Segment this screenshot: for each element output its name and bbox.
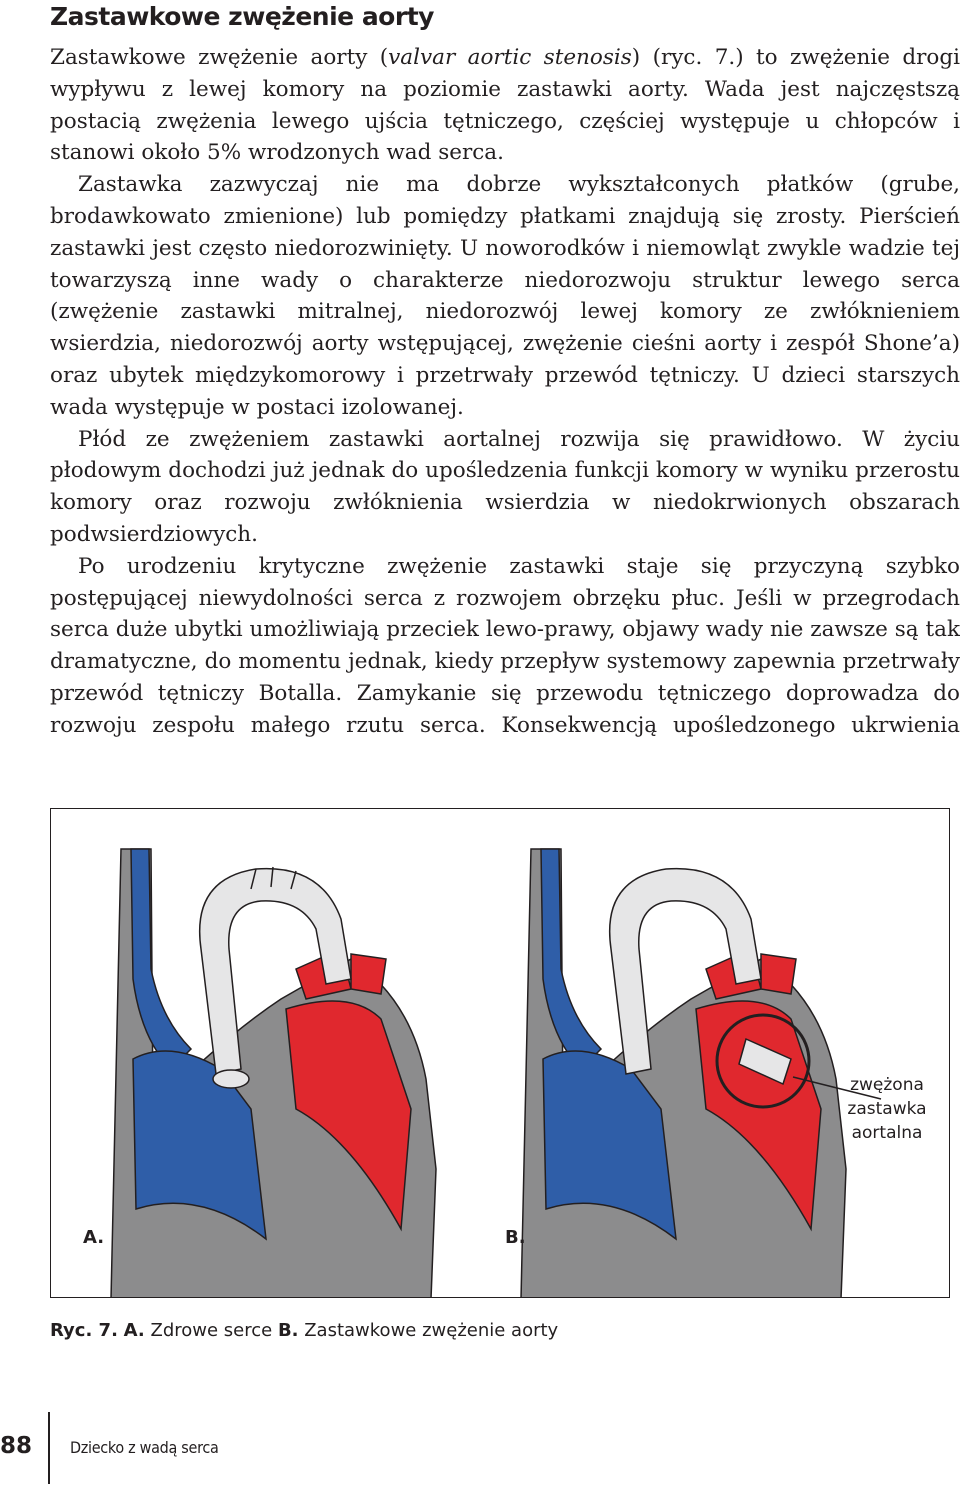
heart-b bbox=[521, 849, 881, 1298]
caption-b-text: Zastawkowe zwężenie aorty bbox=[298, 1320, 559, 1341]
annotation-line-3: aortalna bbox=[851, 1123, 923, 1143]
figure-caption bbox=[50, 1320, 558, 1341]
heart-a bbox=[111, 849, 436, 1298]
caption-b-label: B. bbox=[277, 1320, 299, 1341]
running-title: Dziecko z wadą serca bbox=[70, 1438, 219, 1457]
body-text bbox=[50, 42, 960, 742]
paragraph-1-part-a: Zastawkowe zwężenie aorty ( bbox=[50, 45, 389, 70]
latin-term: valvar aortic stenosis bbox=[388, 45, 632, 70]
footer-divider bbox=[48, 1412, 50, 1484]
paragraph-4: Po urodzeniu krytyczne zwężenie zastawki staje się przyczyną szybko postępującej niewydolności serca z rozwojem obrzęku płuc. Jeśli w przegrodach serca duże ubytki umożliwiają przeciek lewo-prawy, objawy wady nie zawsze są tak dramatyczne, do momentu jednak, kiedy przepływ systemowy zapewnia przetrwały przewód tętniczy Botalla. Zamykanie się przewodu tętniczego doprowadza do rozwoju zespołu małego rzutu serca. Konsekwencją upośledzonego ukrwienia bbox=[50, 553, 960, 738]
paragraph-3: Płód ze zwężeniem zastawki aortalnej rozwija się prawidłowo. W życiu płodowym dochodzi już jednak do upośledzenia funkcji komory w wyniku przerostu komory oraz rozwoju zwłóknienia wsierdzia w niedokrwionych obszarach podwsierdziowych. bbox=[50, 426, 960, 547]
section-heading: Zastawkowe zwężenie aorty bbox=[50, 2, 434, 31]
paragraph-1-part-b: ) (ryc. 7.) to zwężenie drogi wypływu z lewej komory na poziomie zastawki aorty. Wada jest najczęstszą postacią zwężenia lewego ujścia tętniczego, częściej występuje u chłopców i stanowi około 5% wrodzonych wad serca. bbox=[50, 45, 960, 166]
figure-heart-diagram bbox=[50, 808, 950, 1298]
annotation-narrowed-valve bbox=[837, 1073, 937, 1145]
annotation-line-1: zwężona bbox=[850, 1075, 924, 1095]
page-number: 88 bbox=[0, 1433, 33, 1459]
panel-label-b: B. bbox=[505, 1227, 526, 1248]
annotation-line-2: zastawka bbox=[847, 1099, 927, 1119]
caption-a-text: Zdrowe serce bbox=[144, 1320, 278, 1341]
paragraph-2: Zastawka zazwyczaj nie ma dobrze wykształconych płatków (grube, brodawkowato zmienione) lub pomiędzy płatkami znajdują się zrosty. Pierścień zastawki jest często niedorozwinięty. U noworodków i niemowląt zwykle wadzie tej towarzyszą inne wady o charakterze niedorozwoju struktur lewego serca (zwężenie zastawki mitralnej, niedorozwój lewej komory ze zwłóknieniem wsierdzia, niedorozwój aorty wstępującej, zwężenie cieśni aorty i zespół Shone’a) oraz ubytek międzykomorowy i przetrwały przewód tętniczy. U dzieci starszych wada występuje w postaci izolowanej. bbox=[50, 172, 960, 420]
caption-prefix: Ryc. 7. bbox=[50, 1320, 118, 1341]
paragraph-1 bbox=[50, 42, 960, 169]
heart-a-aortic-valve bbox=[213, 1070, 249, 1088]
heart-illustrations bbox=[51, 809, 950, 1298]
caption-a-label: A. bbox=[123, 1320, 145, 1341]
panel-label-a: A. bbox=[83, 1227, 105, 1248]
